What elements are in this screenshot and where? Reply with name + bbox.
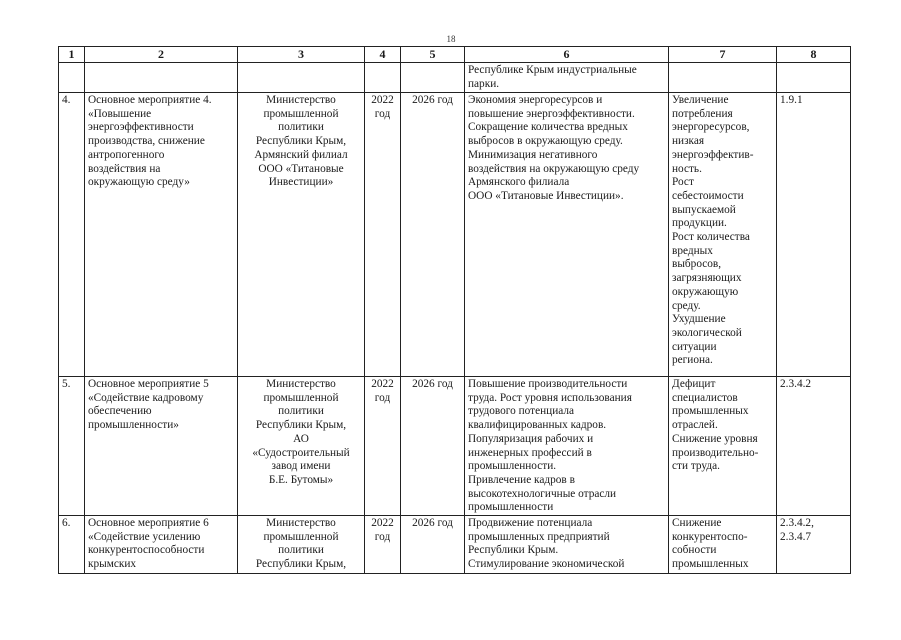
cell-line: энергоэффективности: [88, 121, 194, 134]
start-year-cell: [365, 93, 401, 377]
cell-line: Стимулирование экономической: [468, 558, 625, 571]
cell-line: 2022: [371, 378, 394, 390]
cell-line: трудового потенциала: [468, 405, 575, 418]
cell-line: 2022: [371, 517, 394, 530]
cell-line: год: [374, 530, 391, 543]
cell-line: политики: [278, 544, 324, 557]
table-row: [59, 516, 851, 574]
end-year-cell: [401, 377, 465, 516]
cell-line: 2022: [371, 94, 394, 106]
end-year-cell: [401, 93, 465, 377]
expected-result-cell: [465, 516, 669, 574]
cell-line: конкурентоспо-: [672, 530, 748, 543]
indicator-cell: [777, 516, 851, 574]
cell-line: выпускаемой: [672, 203, 736, 216]
consequence-cell: [669, 516, 777, 574]
event-cell: [85, 516, 238, 574]
cell-line: 2026 год: [412, 517, 453, 530]
cell-line: Республики Крым,: [255, 558, 347, 571]
table-row: [59, 63, 851, 93]
cell-line: труда. Рост уровня использования: [468, 391, 632, 404]
cell-line: антропогенного: [88, 148, 165, 161]
cell-line: среду.: [672, 299, 701, 312]
cell-line: отраслей.: [672, 419, 718, 432]
cell-line: ООО «Титановые Инвестиции».: [468, 189, 624, 202]
cell-line: Б.Е. Бутомы»: [268, 473, 334, 486]
cell-line: Армянский филиал: [254, 148, 348, 161]
cell-line: промышленности»: [88, 419, 179, 432]
cell-line: Сокращение количества вредных: [468, 121, 628, 134]
cell-line: ность.: [672, 162, 702, 175]
cell-line: окружающую среду»: [88, 176, 190, 189]
end-year-cell: [401, 63, 465, 93]
cell-line: загрязняющих: [672, 272, 742, 285]
cell-line: промышленности: [468, 501, 554, 514]
cell-line: промышленных предприятий: [468, 530, 610, 543]
start-year-cell: [365, 516, 401, 574]
column-header: 4: [365, 47, 401, 63]
cell-line: собности: [672, 544, 717, 557]
cell-line: энергоресурсов,: [672, 121, 750, 134]
table-row: [59, 93, 851, 377]
measures-table: [58, 46, 851, 574]
column-header: 2: [85, 47, 238, 63]
cell-line: 1.9.1: [780, 94, 803, 106]
cell-line: Увеличение: [672, 94, 729, 106]
cell-line: 2026 год: [412, 378, 453, 390]
row-number-cell: 5.: [59, 377, 85, 516]
cell-line: 2.3.4.7: [780, 530, 812, 543]
cell-line: Основное мероприятие 5: [88, 378, 209, 390]
cell-line: специалистов: [672, 391, 738, 404]
column-header: 7: [669, 47, 777, 63]
cell-line: Минимизация негативного: [468, 148, 598, 161]
cell-line: «Содействие усилению: [88, 530, 201, 543]
cell-line: выбросов,: [672, 258, 722, 271]
cell-line: обеспечению: [88, 405, 152, 418]
indicator-cell: [777, 63, 851, 93]
cell-line: АО: [293, 432, 309, 445]
cell-line: энергоэффектив-: [672, 148, 754, 161]
cell-line: Популяризация рабочих и: [468, 432, 594, 445]
cell-line: промышленных: [672, 558, 749, 571]
expected-result-cell: [465, 63, 669, 93]
cell-line: Дефицит: [672, 378, 716, 390]
start-year-cell: [365, 377, 401, 516]
row-number-cell: 4.: [59, 93, 85, 377]
start-year-cell: [365, 63, 401, 93]
cell-line: продукции.: [672, 217, 727, 230]
cell-line: экологической: [672, 326, 742, 339]
cell-line: высокотехнологичные отрасли: [468, 487, 617, 500]
cell-line: квалифицированных кадров.: [468, 419, 607, 432]
consequence-cell: [669, 63, 777, 93]
cell-line: промышленной: [263, 107, 339, 120]
cell-line: «Содействие кадровому: [88, 391, 204, 404]
event-cell: [85, 63, 238, 93]
end-year-cell: [401, 516, 465, 574]
cell-line: инженерных профессий в: [468, 446, 592, 459]
column-header: 5: [401, 47, 465, 63]
executor-cell: [238, 516, 365, 574]
cell-line: Министерство: [266, 517, 336, 530]
expected-result-cell: [465, 377, 669, 516]
cell-line: производства, снижение: [88, 135, 205, 148]
cell-line: Республики Крым,: [255, 135, 347, 148]
cell-line: Снижение уровня: [672, 432, 758, 445]
cell-line: воздействия на окружающую среду: [468, 162, 640, 175]
cell-line: себестоимости: [672, 189, 744, 202]
cell-line: потребления: [672, 107, 733, 120]
event-cell: [85, 377, 238, 516]
cell-line: региона.: [672, 354, 713, 367]
cell-line: Привлечение кадров в: [468, 473, 575, 486]
cell-line: сти труда.: [672, 460, 720, 473]
cell-line: 2026 год: [412, 94, 453, 106]
executor-cell: [238, 63, 365, 93]
header-row: [59, 47, 851, 63]
cell-line: 2.3.4.2: [780, 378, 812, 390]
cell-line: год: [374, 107, 391, 120]
page-number: 18: [446, 34, 456, 44]
cell-line: Республике Крым индустриальные: [468, 64, 637, 76]
cell-line: «Повышение: [88, 107, 152, 120]
cell-line: Рост количества: [672, 231, 750, 244]
row-number-cell: 6.: [59, 516, 85, 574]
cell-line: промышленной: [263, 530, 339, 543]
cell-line: производительно-: [672, 446, 759, 459]
column-header: 6: [465, 47, 669, 63]
cell-line: политики: [278, 405, 324, 418]
cell-line: промышленных: [672, 405, 749, 418]
cell-line: Снижение: [672, 517, 722, 530]
cell-line: повышение энергоэффективности.: [468, 107, 635, 120]
executor-cell: [238, 377, 365, 516]
cell-line: вредных: [672, 244, 713, 257]
cell-line: низкая: [672, 135, 705, 148]
cell-line: Основное мероприятие 6: [88, 517, 209, 530]
cell-line: ситуации: [672, 340, 717, 353]
cell-line: парки.: [468, 77, 500, 90]
column-header: 8: [777, 47, 851, 63]
executor-cell: [238, 93, 365, 377]
cell-line: выбросов в окружающую среду.: [468, 135, 623, 148]
cell-line: крымских: [88, 558, 137, 571]
expected-result-cell: [465, 93, 669, 377]
cell-line: Основное мероприятие 4.: [88, 94, 212, 106]
event-cell: [85, 93, 238, 377]
cell-line: 2.3.4.2,: [780, 517, 814, 530]
cell-line: Министерство: [266, 378, 336, 390]
cell-line: Министерство: [266, 94, 336, 106]
cell-line: промышленной: [263, 391, 339, 404]
consequence-cell: [669, 377, 777, 516]
cell-line: год: [374, 391, 391, 404]
cell-line: Ухудшение: [672, 313, 726, 326]
indicator-cell: [777, 377, 851, 516]
table-row: [59, 377, 851, 516]
column-header: 1: [59, 47, 85, 63]
cell-line: «Судостроительный: [252, 446, 350, 459]
cell-line: Рост: [672, 176, 694, 189]
cell-line: конкурентоспособности: [88, 544, 205, 557]
cell-line: Республики Крым.: [468, 544, 559, 557]
consequence-cell: [669, 93, 777, 377]
cell-line: Армянского филиала: [468, 176, 570, 189]
cell-line: завод имени: [271, 460, 331, 473]
cell-line: Инвестиции»: [268, 176, 334, 189]
cell-line: Повышение производительности: [468, 378, 628, 390]
indicator-cell: [777, 93, 851, 377]
cell-line: окружающую: [672, 285, 739, 298]
cell-line: Республики Крым,: [255, 419, 347, 432]
cell-line: Продвижение потенциала: [468, 517, 593, 530]
cell-line: политики: [278, 121, 324, 134]
cell-line: воздействия на: [88, 162, 161, 175]
cell-line: ООО «Титановые: [258, 162, 344, 175]
cell-line: Экономия энергоресурсов и: [468, 94, 603, 106]
row-number-cell: [59, 63, 85, 93]
column-header: 3: [238, 47, 365, 63]
cell-line: промышленности.: [468, 460, 557, 473]
